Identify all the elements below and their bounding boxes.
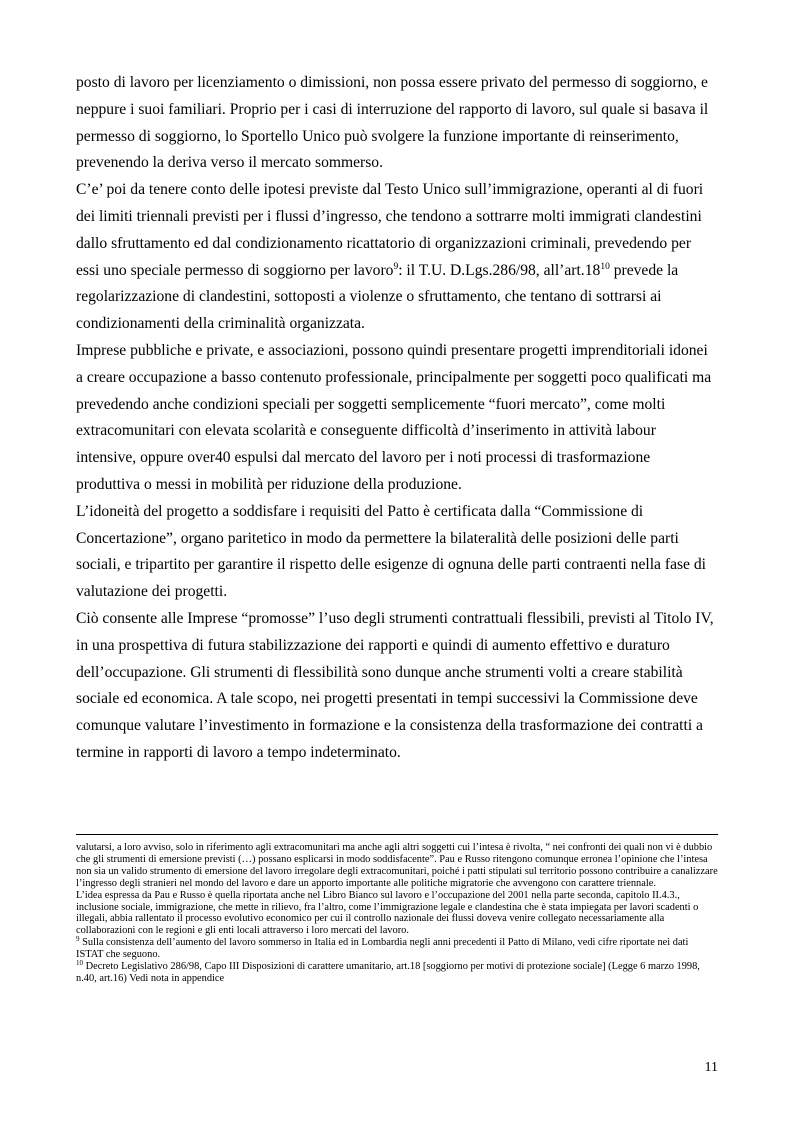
footnote-separator	[76, 834, 718, 835]
footnote-ref-9[interactable]: 9	[393, 261, 399, 272]
page-number: 11	[704, 1060, 718, 1075]
paragraph-3: Imprese pubbliche e private, e associazioni, possono quindi presentare progetti imprenditoriali idonei a creare occupazione a basso contenuto professionale, principalmente per soggetti poco qualificati ma prevedendo anche condizioni speciali per soggetti semplicemente “fuori mercato”, come molti extracomunitari con elevata scolarità e conseguente difficoltà d’inserimento in attività labour intensive, oppure over40 espulsi dal mercato del lavoro per i noti processi di trasformazione produttiva o messi in mobilità per riduzione della produzione.	[76, 341, 712, 493]
footnote-10-mark: 10	[76, 959, 83, 968]
footnote-9-text: Sulla consistenza dell’aumento del lavoro sommerso in Italia ed in Lombardia negli anni precedenti il Patto di Milano, vedi cifre riportate nei dati ISTAT che seguono.	[76, 937, 689, 961]
paragraph-2-part-3: prevede la regolarizzazione di clandestini, sottoposti a violenze o sfruttamento, che tentano di sottrarsi ai condizionamenti della criminalità organizzata.	[76, 261, 679, 333]
main-text	[76, 70, 718, 767]
footnote-10-text: Decreto Legislativo 286/98, Capo III Disposizioni di carattere umanitario, art.18 [soggiorno per motivi di protezione sociale] (Legge 6 marzo 1998, n.40, art.16) Vedi nota in appendice	[76, 961, 700, 984]
footnote-10	[76, 961, 718, 985]
paragraph-5: Ciò consente alle Imprese “promosse” l’uso degli strumenti contrattuali flessibili, previsti al Titolo IV, in una prospettiva di futura stabilizzazione dei rapporti e quindi di aumento effettivo e duraturo dell’occupazione. Gli strumenti di flessibilità sono dunque anche strumenti volti a creare stabilità sociale ed economica. A tale scopo, nei progetti presentati in tempi successivi la Commissione deve comunque valutare l’investimento in formazione e la consistenza della trasformazione dei contratti a termine in rapporti di lavoro a tempo indeterminato.	[76, 609, 714, 761]
paragraph-2-part-2: : il T.U. D.Lgs.286/98, all’art.18	[398, 261, 601, 279]
paragraph-2-part-1: C’e’ poi da tenere conto delle ipotesi previste dal Testo Unico sull’immigrazione, operanti al di fuori dei limiti triennali previsti per i flussi d’ingresso, che tendono a sottrarre molti immigrati clandestini dallo sfruttamento ed dal condizionamento ricattatorio di organizzazioni criminali, prevedendo per essi uno speciale permesso di soggiorno per lavoro	[76, 181, 704, 279]
paragraph-4: L’idoneità del progetto a soddisfare i requisiti del Patto è certificata dalla “Commissione di Concertazione”, organo paritetico in modo da permettere la bilateralità delle posizioni delle parti sociali, e tripartito per garantire il rispetto delle esigenze di ognuna delle parti contraenti nella fase di valutazione dei progetti.	[76, 502, 707, 601]
footnote-9-mark: 9	[76, 935, 80, 944]
footnotes	[76, 842, 718, 985]
footnote-ref-10[interactable]: 10	[600, 261, 610, 272]
paragraph-2	[76, 177, 718, 338]
footnote-9	[76, 937, 718, 961]
footnote-continuation-1: valutarsi, a loro avviso, solo in riferimento agli extracomunitari ma anche agli altri soggetti cui l’intesa è rivolta, “ nei confronti dei quali non vi è dubbio che gli strumenti di emersione previsti (…) possano esplicarsi in modo soddisfacente”. Pau e Russo ritengono comunque erronea l’opinione che l’intesa non sia un valido strumento di emersione del lavoro irregolare degli extracomunitari, poiché i patti stipulati sul territorio possono contribuire a canalizzare l’ingresso degli stranieri nel mondo del lavoro e dare un apporto importante alle politiche migratorie che avvengono con carattere triennale.	[76, 842, 718, 889]
paragraph-1: posto di lavoro per licenziamento o dimissioni, non possa essere privato del permesso di soggiorno, e neppure i suoi familiari. Proprio per i casi di interruzione del rapporto di lavoro, sul quale si basava il permesso di soggiorno, lo Sportello Unico può svolgere la funzione importante di reinserimento, prevenendo la deriva verso il mercato sommerso.	[76, 74, 709, 172]
footnote-continuation-2: L’idea espressa da Pau e Russo è quella riportata anche nel Libro Bianco sul lavoro e l’occupazione del 2001 nella parte seconda, capitolo II.4.3., inclusione sociale, immigrazione, che mette in rilievo, fra l’altro, come l’immigrazione legale e clandestina che è stata impiegata per lavori scadenti o illegali, abbia rallentato il processo evolutivo economico per cui il controllo nazionale dei flussi doveva venire collegato necessariamente alla collaborazioni con le regioni e gli enti locali attraverso i loro mercati del lavoro.	[76, 889, 699, 937]
